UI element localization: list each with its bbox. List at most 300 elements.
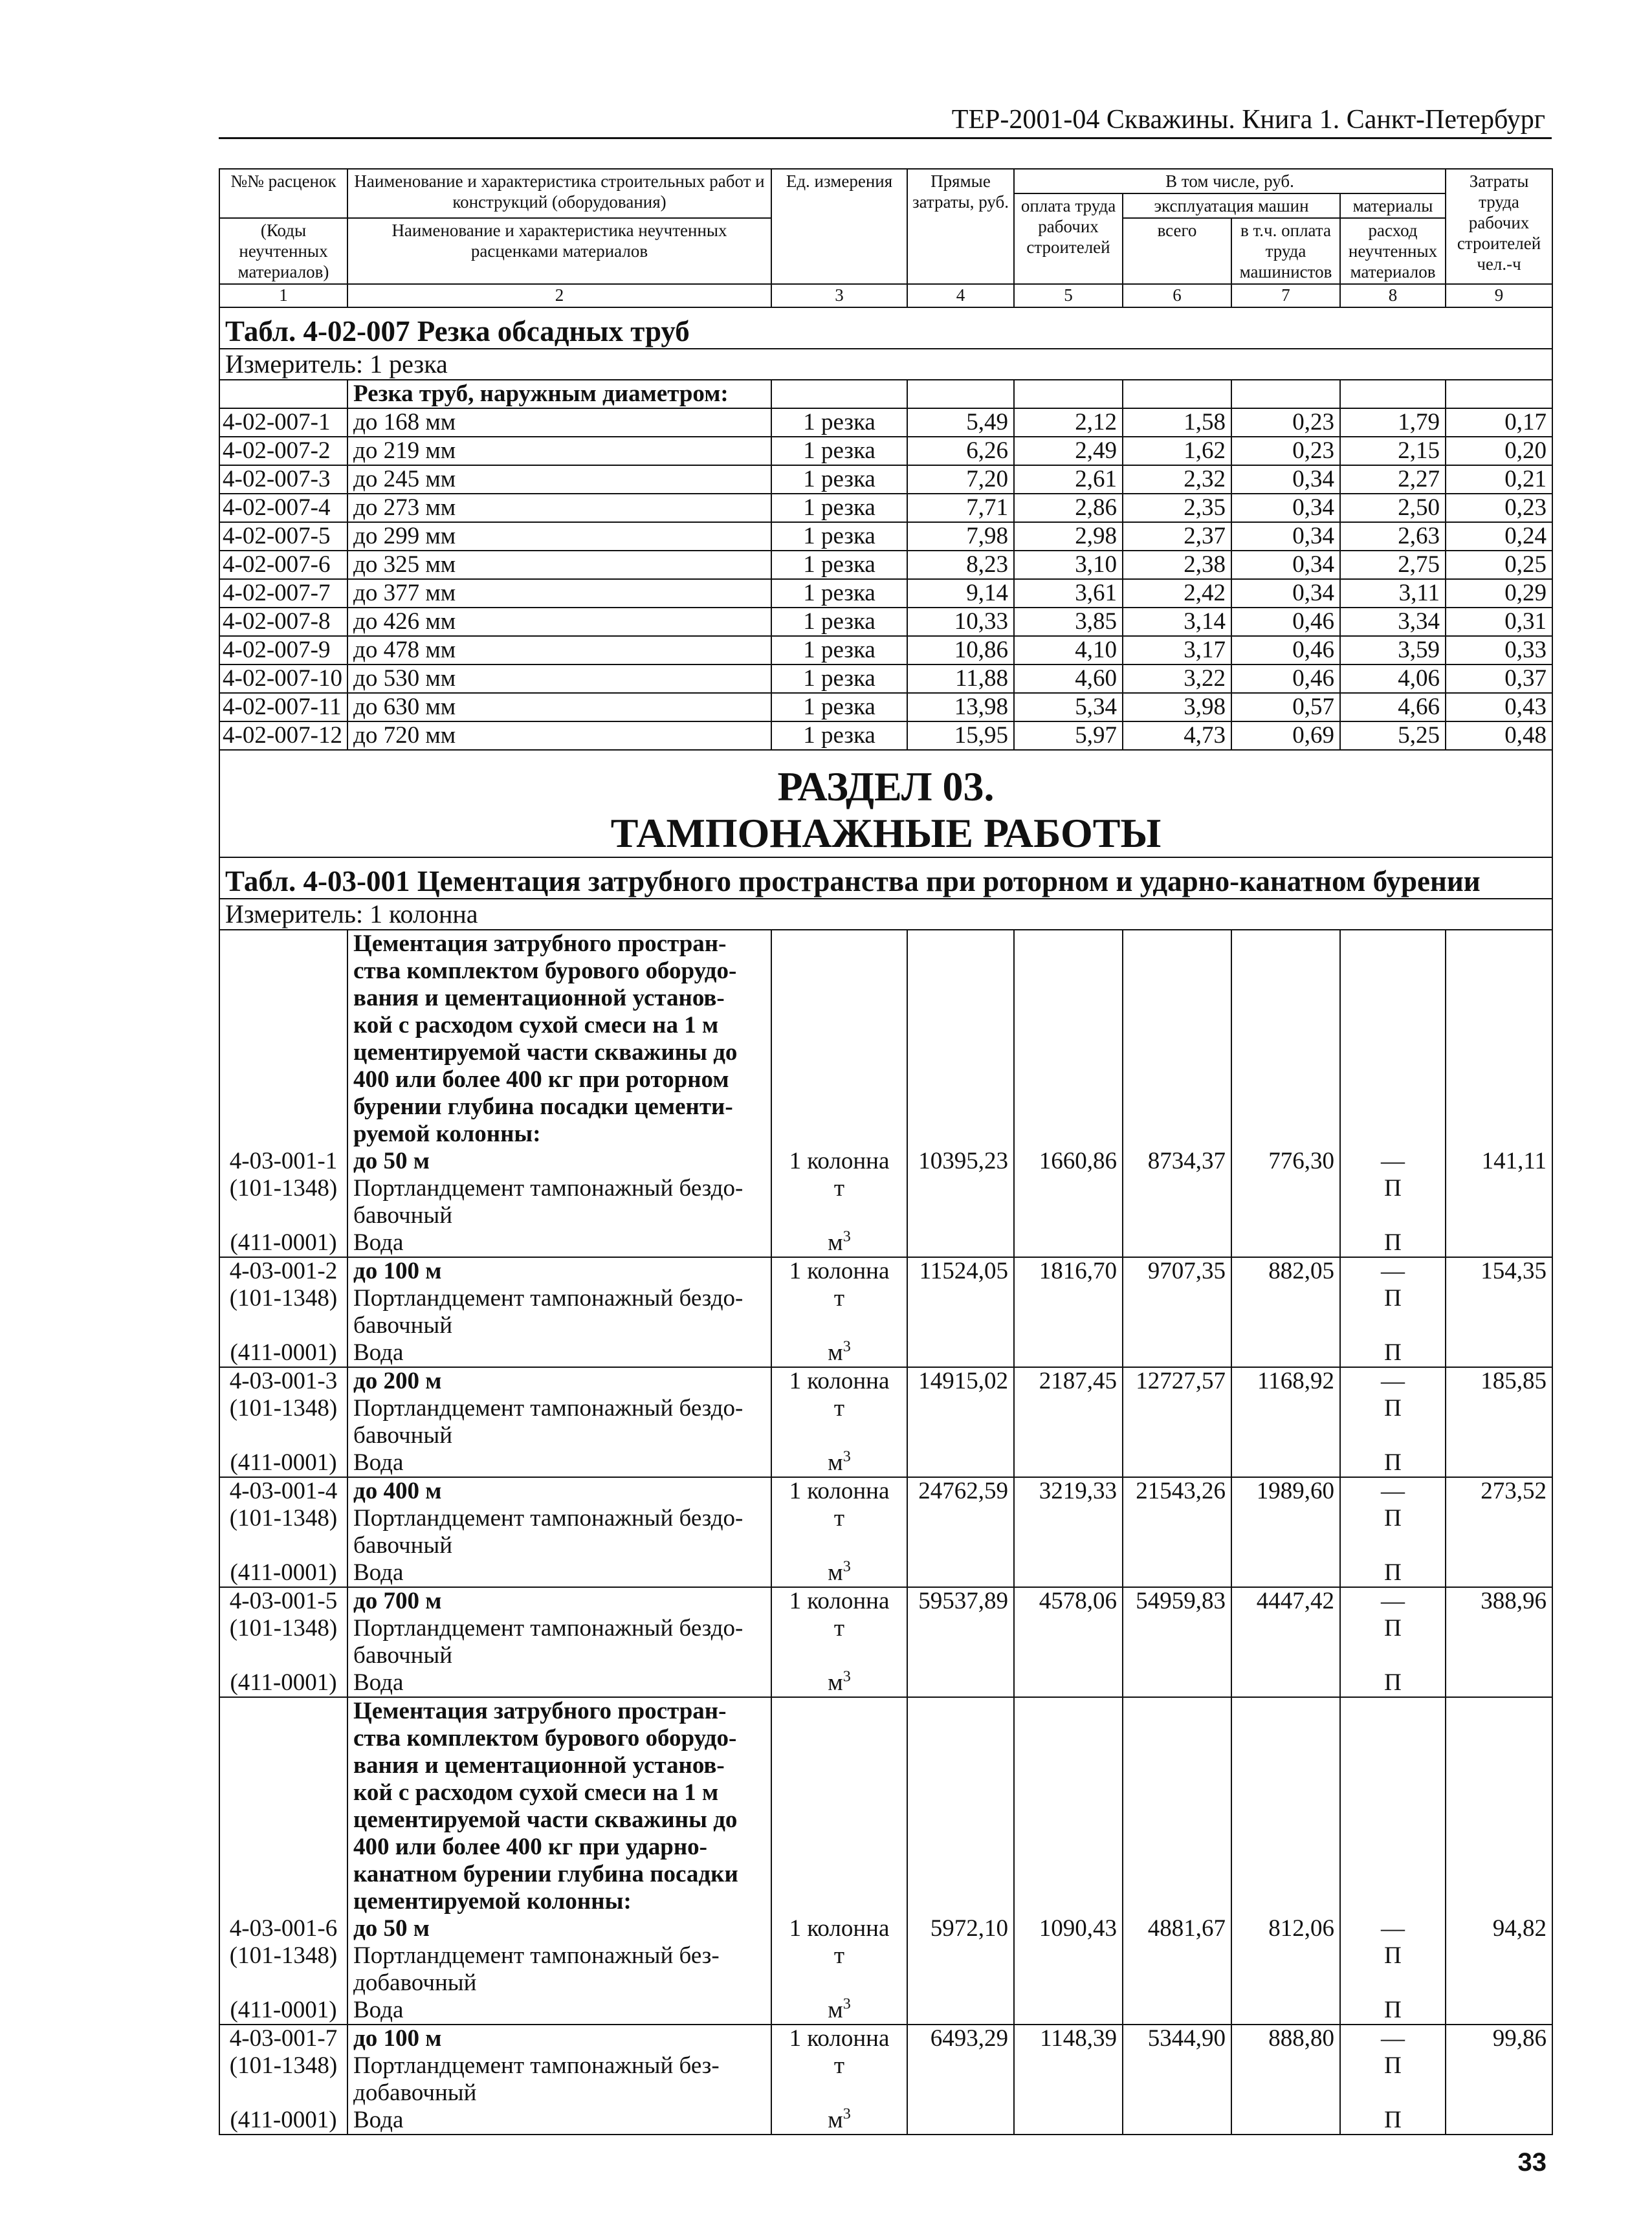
unit: 1 колонна xyxy=(789,1258,890,1284)
labor-cost-cell xyxy=(1014,2025,1123,2135)
machinist-cost-cell xyxy=(1231,1367,1340,1477)
water-unit-exp: 3 xyxy=(843,1338,851,1356)
unit: 1 колонна xyxy=(789,1368,890,1394)
material-unit: т xyxy=(833,2052,845,2079)
labor-cost: 2,12 xyxy=(1014,408,1123,437)
rate-code-cell xyxy=(219,1587,347,1697)
group-heading-line: ства комплектом бурового оборудо- xyxy=(353,1725,737,1751)
machinist-cost-cell xyxy=(1231,1697,1340,2025)
rate-code-cell xyxy=(219,1367,347,1477)
material-name: бавочный xyxy=(353,1642,453,1669)
labor-hours: 0,25 xyxy=(1446,551,1552,579)
material-name: добавочный xyxy=(353,1970,477,1996)
direct-cost-cell xyxy=(907,2025,1014,2135)
water-unit: м xyxy=(828,1229,843,1256)
direct-cost: 6493,29 xyxy=(930,2025,1008,2052)
table-measure-1: Измеритель: 1 резка xyxy=(219,349,1552,380)
table-row xyxy=(219,721,1552,750)
table-row xyxy=(219,693,1552,721)
labor-hours: 0,31 xyxy=(1446,608,1552,636)
machinist-cost: 0,34 xyxy=(1231,579,1340,608)
table-row xyxy=(219,437,1552,465)
material-cost-cell xyxy=(1340,1587,1446,1697)
unit-cell xyxy=(771,930,907,1257)
col-head-1: №№ расценок xyxy=(219,169,347,218)
table-row xyxy=(219,608,1552,636)
water-unit-exp: 3 xyxy=(843,1995,851,2013)
group-heading-line: кой с расходом сухой смеси на 1 м xyxy=(353,1779,719,1806)
material-name: бавочный xyxy=(353,1422,453,1449)
direct-cost: 5972,10 xyxy=(930,1915,1008,1942)
labor-hours: 0,20 xyxy=(1446,437,1552,465)
direct-cost: 11524,05 xyxy=(919,1258,1008,1284)
table-row xyxy=(219,522,1552,551)
direct-cost: 7,20 xyxy=(907,465,1014,494)
table-row-heading xyxy=(219,380,1552,408)
table-title-2: Табл. 4-03-001 Цементация затрубного пространства при роторном и ударно-канатном бурении xyxy=(219,857,1552,899)
code-cell xyxy=(219,380,347,408)
table-row xyxy=(219,408,1552,437)
material-cost: — xyxy=(1381,1588,1405,1614)
group-heading-line: канатном бурении глубина посадки xyxy=(353,1861,738,1887)
table-title-1: Табл. 4-02-007 Резка обсадных труб xyxy=(219,307,1552,349)
work-name: до 100 м xyxy=(353,1258,442,1284)
rate-code: 4-03-001-4 xyxy=(229,1478,338,1504)
work-name: до 377 мм xyxy=(347,579,771,608)
machinist-cost: 812,06 xyxy=(1268,1915,1334,1942)
material-name: Портландцемент тампонажный бездо- xyxy=(353,1285,743,1312)
machinist-cost: 1989,60 xyxy=(1256,1478,1334,1504)
rate-code: 4-03-001-1 xyxy=(229,1148,338,1174)
direct-cost-cell xyxy=(907,1697,1014,2025)
water-unit-exp: 3 xyxy=(843,1558,851,1576)
rate-code: 4-02-007-6 xyxy=(219,551,347,579)
material-name: бавочный xyxy=(353,1532,453,1559)
labor-hours: 0,21 xyxy=(1446,465,1552,494)
machinist-cost: 4447,42 xyxy=(1256,1588,1334,1614)
col-num: 9 xyxy=(1446,284,1552,307)
rate-code: 4-03-001-2 xyxy=(229,1258,338,1284)
unit-cell xyxy=(771,1257,907,1367)
rate-code: 4-02-007-5 xyxy=(219,522,347,551)
group-heading-line: цементируемой части скважины до xyxy=(353,1039,738,1066)
unit-cell: 1 резка xyxy=(771,579,907,608)
labor-hours: 0,29 xyxy=(1446,579,1552,608)
material-name: бавочный xyxy=(353,1202,453,1229)
material-unit: т xyxy=(833,1615,845,1642)
material-code: (411-0001) xyxy=(230,1339,337,1366)
material-name: добавочный xyxy=(353,2080,477,2106)
material-mark: П xyxy=(1384,1285,1402,1312)
direct-cost-cell xyxy=(907,1587,1014,1697)
section-row xyxy=(219,750,1552,857)
material-cost-cell xyxy=(1340,930,1446,1257)
labor-cost-cell xyxy=(1014,1257,1123,1367)
col-head-8: расход неучтенных материалов xyxy=(1340,218,1446,284)
labor-hours: 0,43 xyxy=(1446,693,1552,721)
material-mark: П xyxy=(1384,2107,1402,2133)
group-heading-line: вания и цементационной установ- xyxy=(353,985,725,1011)
rate-code-cell xyxy=(219,1257,347,1367)
material-cost: 2,75 xyxy=(1340,551,1446,579)
work-name: до 245 мм xyxy=(347,465,771,494)
labor-hours-cell xyxy=(1446,1697,1552,2025)
machinist-cost-cell xyxy=(1231,1257,1340,1367)
machine-cost: 2,38 xyxy=(1123,551,1231,579)
material-mark: П xyxy=(1384,1449,1402,1476)
labor-cost: 2,61 xyxy=(1014,465,1123,494)
direct-cost-cell xyxy=(907,930,1014,1257)
rate-code: 4-02-007-10 xyxy=(219,664,347,693)
direct-cost: 10395,23 xyxy=(918,1148,1008,1174)
material-name: Вода xyxy=(353,1449,404,1476)
machine-cost: 3,17 xyxy=(1123,636,1231,664)
water-unit: м xyxy=(828,2107,843,2133)
material-cost: 4,66 xyxy=(1340,693,1446,721)
material-name: Вода xyxy=(353,1339,404,1366)
machine-cost: 3,98 xyxy=(1123,693,1231,721)
group-heading-line: цементируемой колонны: xyxy=(353,1888,632,1915)
machine-cost-cell xyxy=(1123,1587,1231,1697)
section-number: РАЗДЕЛ 03. xyxy=(777,763,995,809)
material-unit xyxy=(777,1669,901,1696)
water-unit: м xyxy=(828,1449,843,1476)
machinist-cost-cell xyxy=(1231,930,1340,1257)
col-head-mat: материалы xyxy=(1340,193,1446,218)
col-num: 5 xyxy=(1014,284,1123,307)
material-unit: т xyxy=(833,1175,845,1202)
material-cost: 2,63 xyxy=(1340,522,1446,551)
col-head-7: в т.ч. оплата труда машинистов xyxy=(1231,218,1340,284)
machine-cost-cell xyxy=(1123,1367,1231,1477)
material-mark: П xyxy=(1384,1229,1402,1256)
table-row xyxy=(219,664,1552,693)
labor-hours-cell xyxy=(1446,1257,1552,1367)
labor-cost: 2,98 xyxy=(1014,522,1123,551)
price-table xyxy=(219,168,1553,2135)
col-head-5: оплата труда рабочих строителей xyxy=(1014,193,1123,284)
water-unit-exp: 3 xyxy=(843,2105,851,2123)
machine-cost-cell xyxy=(1123,930,1231,1257)
material-cost: — xyxy=(1381,1368,1405,1394)
table-row xyxy=(219,494,1552,522)
labor-hours-cell xyxy=(1446,1367,1552,1477)
material-mark: П xyxy=(1384,1559,1402,1586)
header-rule xyxy=(219,137,1552,139)
direct-cost: 10,33 xyxy=(907,608,1014,636)
material-unit: т xyxy=(833,1942,845,1969)
labor-hours-cell xyxy=(1446,1477,1552,1587)
machine-cost: 2,32 xyxy=(1123,465,1231,494)
unit-cell xyxy=(771,1697,907,2025)
column-numbers xyxy=(219,284,1552,307)
col-head-4: Прямые затраты, руб. xyxy=(907,169,1014,284)
rate-code-cell xyxy=(219,2025,347,2135)
rate-code: 4-02-007-11 xyxy=(219,693,347,721)
machinist-cost: 0,23 xyxy=(1231,437,1340,465)
machinist-cost: 0,46 xyxy=(1231,636,1340,664)
rate-code: 4-03-001-6 xyxy=(229,1915,338,1942)
col-head-9: Затраты труда рабочих строителей чел.-ч xyxy=(1446,169,1552,284)
work-name: до 400 м xyxy=(353,1478,442,1504)
material-mark: П xyxy=(1384,1339,1402,1366)
unit-cell: 1 резка xyxy=(771,693,907,721)
table-measure-2: Измеритель: 1 колонна xyxy=(219,899,1552,930)
table-row xyxy=(219,1587,1552,1697)
labor-cost: 4578,06 xyxy=(1039,1588,1117,1614)
material-code: (101-1348) xyxy=(229,2052,338,2079)
table-row xyxy=(219,930,1552,1257)
machinist-cost: 1168,92 xyxy=(1257,1368,1334,1394)
material-name: Портландцемент тампонажный бездо- xyxy=(353,1615,743,1642)
labor-hours: 0,23 xyxy=(1446,494,1552,522)
material-cost: 5,25 xyxy=(1340,721,1446,750)
rate-code: 4-02-007-8 xyxy=(219,608,347,636)
group-heading-line: Цементация затрубного простран- xyxy=(353,1698,727,1724)
machine-cost: 1,58 xyxy=(1123,408,1231,437)
labor-cost-cell xyxy=(1014,1697,1123,2025)
labor-cost: 1090,43 xyxy=(1039,1915,1117,1942)
material-code: (101-1348) xyxy=(229,1942,338,1969)
material-name: Портландцемент тампонажный без- xyxy=(353,2052,720,2079)
machine-cost: 9707,35 xyxy=(1147,1258,1226,1284)
group-heading-line: ства комплектом бурового оборудо- xyxy=(353,958,737,984)
unit: 1 колонна xyxy=(789,1478,890,1504)
labor-cost-cell xyxy=(1014,1587,1123,1697)
material-cost: — xyxy=(1381,1148,1405,1174)
labor-hours-cell xyxy=(1446,1587,1552,1697)
material-cost: 2,15 xyxy=(1340,437,1446,465)
work-name: до 168 мм xyxy=(347,408,771,437)
rate-code: 4-03-001-5 xyxy=(229,1588,338,1614)
direct-cost: 5,49 xyxy=(907,408,1014,437)
labor-cost: 2,49 xyxy=(1014,437,1123,465)
table-row xyxy=(219,1367,1552,1477)
work-name: до 273 мм xyxy=(347,494,771,522)
labor-cost: 3219,33 xyxy=(1039,1478,1117,1504)
machine-cost: 3,22 xyxy=(1123,664,1231,693)
labor-cost: 5,97 xyxy=(1014,721,1123,750)
unit-cell: 1 резка xyxy=(771,408,907,437)
group-heading-line: 400 или более 400 кг при роторном xyxy=(353,1066,729,1093)
labor-hours: 388,96 xyxy=(1481,1588,1547,1614)
work-name-cell xyxy=(347,1257,771,1367)
material-mark: П xyxy=(1384,1669,1402,1696)
material-name: Вода xyxy=(353,2107,404,2133)
labor-cost: 5,34 xyxy=(1014,693,1123,721)
work-name: до 720 мм xyxy=(347,721,771,750)
water-unit-exp: 3 xyxy=(843,1668,851,1685)
work-name-cell xyxy=(347,1477,771,1587)
material-cost: — xyxy=(1381,1915,1405,1942)
unit-cell: 1 резка xyxy=(771,608,907,636)
machinist-cost: 0,23 xyxy=(1231,408,1340,437)
material-unit xyxy=(777,1997,901,2024)
unit-cell: 1 резка xyxy=(771,551,907,579)
machine-cost: 1,62 xyxy=(1123,437,1231,465)
group-heading-line: бурении глубина посадки цементи- xyxy=(353,1093,733,1120)
material-unit xyxy=(777,1559,901,1587)
work-name-cell xyxy=(347,1587,771,1697)
labor-hours: 94,82 xyxy=(1492,1915,1547,1942)
labor-cost: 3,85 xyxy=(1014,608,1123,636)
material-code: (101-1348) xyxy=(229,1615,338,1642)
table-row xyxy=(219,465,1552,494)
direct-cost: 10,86 xyxy=(907,636,1014,664)
col-head-6: всего xyxy=(1123,218,1231,284)
table-body xyxy=(219,307,1552,2135)
col-num: 1 xyxy=(219,284,347,307)
material-cost: — xyxy=(1381,1478,1405,1504)
material-cost: — xyxy=(1381,2025,1405,2052)
work-name: до 219 мм xyxy=(347,437,771,465)
machinist-cost: 0,34 xyxy=(1231,465,1340,494)
group-heading-line: кой с расходом сухой смеси на 1 м xyxy=(353,1012,719,1038)
labor-cost: 1660,86 xyxy=(1039,1148,1117,1174)
col-num: 8 xyxy=(1340,284,1446,307)
material-cost: 3,11 xyxy=(1340,579,1446,608)
col-head-group: В том числе, руб. xyxy=(1014,169,1446,193)
material-code: (411-0001) xyxy=(230,2107,337,2133)
material-cost: 4,06 xyxy=(1340,664,1446,693)
rate-code: 4-02-007-7 xyxy=(219,579,347,608)
direct-cost-cell xyxy=(907,1477,1014,1587)
machinist-cost: 0,69 xyxy=(1231,721,1340,750)
table-row xyxy=(219,636,1552,664)
rate-code: 4-02-007-3 xyxy=(219,465,347,494)
table-row xyxy=(219,579,1552,608)
material-unit xyxy=(777,1449,901,1477)
direct-cost-cell xyxy=(907,1257,1014,1367)
work-name: до 630 мм xyxy=(347,693,771,721)
material-name: Портландцемент тампонажный бездо- xyxy=(353,1505,743,1532)
water-unit-exp: 3 xyxy=(843,1228,851,1246)
machinist-cost: 882,05 xyxy=(1268,1258,1334,1284)
machine-cost: 4881,67 xyxy=(1147,1915,1226,1942)
machine-cost: 2,42 xyxy=(1123,579,1231,608)
labor-hours: 0,37 xyxy=(1446,664,1552,693)
labor-hours: 0,24 xyxy=(1446,522,1552,551)
labor-cost: 1816,70 xyxy=(1039,1258,1117,1284)
work-name-cell xyxy=(347,1697,771,2025)
direct-cost: 7,98 xyxy=(907,522,1014,551)
direct-cost: 59537,89 xyxy=(918,1588,1008,1614)
unit-cell xyxy=(771,2025,907,2135)
labor-hours: 0,48 xyxy=(1446,721,1552,750)
col-head-2: Наименование и характеристика строительных работ и конструкций (оборудования) xyxy=(347,169,771,218)
material-code: (411-0001) xyxy=(230,1669,337,1696)
labor-hours-cell xyxy=(1446,2025,1552,2135)
machine-cost-cell xyxy=(1123,1477,1231,1587)
material-unit: т xyxy=(833,1505,845,1532)
material-unit xyxy=(777,1229,901,1257)
section-name: ТАМПОНАЖНЫЕ РАБОТЫ xyxy=(610,810,1162,856)
material-code: (411-0001) xyxy=(230,1449,337,1476)
unit-cell: 1 резка xyxy=(771,721,907,750)
machinist-cost: 0,46 xyxy=(1231,608,1340,636)
material-mark: П xyxy=(1384,1175,1402,1202)
machine-cost-cell xyxy=(1123,2025,1231,2135)
unit-cell: 1 резка xyxy=(771,465,907,494)
machine-cost: 8734,37 xyxy=(1147,1148,1226,1174)
labor-cost: 2187,45 xyxy=(1039,1368,1117,1394)
machine-cost: 12727,57 xyxy=(1136,1368,1226,1394)
unit: 1 колонна xyxy=(789,1148,890,1174)
material-unit: т xyxy=(833,1285,845,1312)
material-mark: П xyxy=(1384,1505,1402,1532)
machine-cost: 4,73 xyxy=(1123,721,1231,750)
material-unit xyxy=(777,2107,901,2134)
rate-code: 4-02-007-4 xyxy=(219,494,347,522)
direct-cost: 9,14 xyxy=(907,579,1014,608)
group-heading-line: 400 или более 400 кг при ударно- xyxy=(353,1834,707,1860)
material-cost-cell xyxy=(1340,2025,1446,2135)
machine-cost: 5344,90 xyxy=(1147,2025,1226,2052)
water-unit: м xyxy=(828,1559,843,1586)
unit-cell xyxy=(771,1367,907,1477)
machine-cost: 2,37 xyxy=(1123,522,1231,551)
rate-code-cell xyxy=(219,930,347,1257)
col-head-2b: Наименование и характеристика неучтенных расценками материалов xyxy=(347,218,771,284)
table-row xyxy=(219,2025,1552,2135)
machinist-cost: 0,57 xyxy=(1231,693,1340,721)
material-code: (101-1348) xyxy=(229,1175,338,1202)
page-number: 33 xyxy=(1517,2148,1547,2177)
machinist-cost-cell xyxy=(1231,2025,1340,2135)
section-title xyxy=(219,750,1552,857)
material-name: Вода xyxy=(353,1669,404,1696)
unit-cell xyxy=(771,1477,907,1587)
material-name: Портландцемент тампонажный бездо- xyxy=(353,1395,743,1422)
unit: 1 колонна xyxy=(789,1915,890,1942)
work-name: до 100 м xyxy=(353,2025,442,2052)
unit-cell: 1 резка xyxy=(771,664,907,693)
labor-cost-cell xyxy=(1014,1477,1123,1587)
machine-cost: 3,14 xyxy=(1123,608,1231,636)
water-unit-exp: 3 xyxy=(843,1448,851,1466)
col-num: 2 xyxy=(347,284,771,307)
material-mark: П xyxy=(1384,1942,1402,1969)
rate-code: 4-02-007-9 xyxy=(219,636,347,664)
machinist-cost-cell xyxy=(1231,1587,1340,1697)
labor-cost: 4,60 xyxy=(1014,664,1123,693)
labor-cost: 4,10 xyxy=(1014,636,1123,664)
material-code: (411-0001) xyxy=(230,1997,337,2023)
material-cost-cell xyxy=(1340,1697,1446,2025)
col-head-expl: эксплуатация машин xyxy=(1123,193,1340,218)
direct-cost: 13,98 xyxy=(907,693,1014,721)
material-code: (411-0001) xyxy=(230,1559,337,1586)
machinist-cost-cell xyxy=(1231,1477,1340,1587)
group-heading-line: руемой колонны: xyxy=(353,1121,541,1147)
group-heading-line: цементируемой части скважины до xyxy=(353,1806,738,1833)
labor-cost: 2,86 xyxy=(1014,494,1123,522)
work-name: до 200 м xyxy=(353,1368,442,1394)
material-cost: 1,79 xyxy=(1340,408,1446,437)
labor-cost-cell xyxy=(1014,930,1123,1257)
direct-cost: 6,26 xyxy=(907,437,1014,465)
labor-hours-cell xyxy=(1446,930,1552,1257)
rate-code-cell xyxy=(219,1477,347,1587)
material-code: (101-1348) xyxy=(229,1505,338,1532)
material-unit xyxy=(777,1339,901,1367)
rate-code: 4-02-007-1 xyxy=(219,408,347,437)
group-heading-line: Цементация затрубного простран- xyxy=(353,930,727,957)
col-num: 4 xyxy=(907,284,1014,307)
machinist-cost: 776,30 xyxy=(1268,1148,1334,1174)
material-name: Портландцемент тампонажный без- xyxy=(353,1942,720,1969)
labor-cost-cell xyxy=(1014,1367,1123,1477)
